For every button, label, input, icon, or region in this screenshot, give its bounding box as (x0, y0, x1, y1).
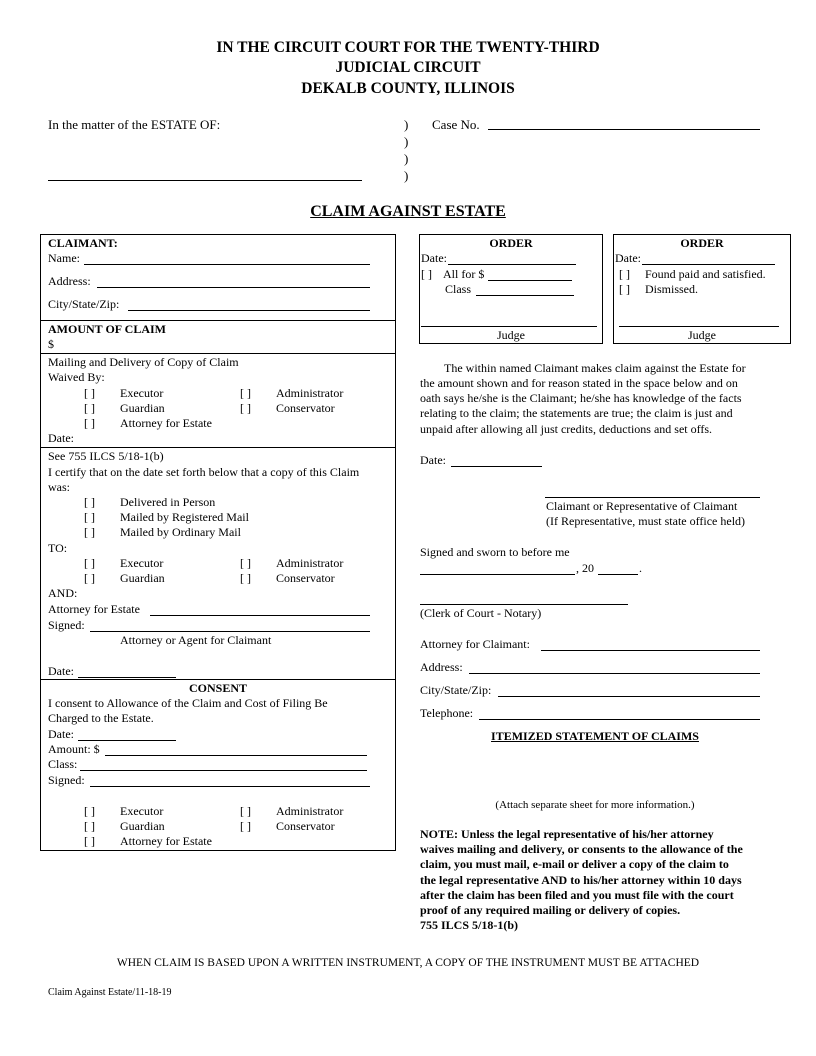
statement-text: the amount shown and for reason stated in the space below and on (420, 376, 738, 390)
checkbox-executor[interactable]: [ ] (84, 804, 95, 818)
claimant-address-field[interactable] (97, 287, 370, 288)
judge-label: Judge (688, 328, 716, 342)
consent-signed-label: Signed: (48, 773, 85, 787)
estate-of-label: In the matter of the ESTATE OF: (48, 117, 221, 132)
order-heading: ORDER (680, 236, 724, 250)
checkbox-ordinary[interactable]: [ ] (84, 525, 95, 539)
attorney-claimant-field[interactable] (541, 650, 760, 651)
attach-note: (Attach separate sheet for more information.) (495, 799, 695, 811)
order-date-label: Date: (615, 251, 641, 265)
form-title: CLAIM AGAINST ESTATE (310, 203, 506, 220)
amount-heading: AMOUNT OF CLAIM (48, 322, 166, 336)
executor-label: Executor (120, 386, 164, 400)
certify-date-label: Date: (48, 664, 74, 678)
claimant-name-field[interactable] (84, 264, 370, 265)
consent-date-field[interactable] (78, 740, 176, 741)
checkbox-attorney-estate[interactable]: [ ] (84, 834, 95, 848)
all-for-amount-field[interactable] (488, 280, 572, 281)
judge-label: Judge (497, 328, 525, 342)
judge-signature-field[interactable] (421, 326, 597, 327)
sworn-year-prefix: , 20 (576, 561, 594, 575)
order-class-label: Class (445, 282, 472, 296)
consent-amount-label: Amount: $ (48, 742, 100, 756)
clerk-signature-field[interactable] (420, 604, 628, 605)
checkbox-found-paid[interactable]: [ ] (619, 267, 630, 281)
claimant-city-field[interactable] (128, 310, 370, 311)
checkbox-guardian[interactable]: [ ] (84, 571, 95, 585)
court-name-line2: JUDICIAL CIRCUIT (335, 59, 481, 76)
attorney-city-field[interactable] (498, 696, 760, 697)
signed-label: Signed: (48, 618, 85, 632)
guardian-label: Guardian (120, 571, 165, 585)
consent-amount-field[interactable] (105, 755, 367, 756)
consent-date-label: Date: (48, 727, 74, 741)
conservator-label: Conservator (276, 819, 335, 833)
attorney-address-label: Address: (420, 660, 463, 674)
checkbox-guardian[interactable]: [ ] (84, 401, 95, 415)
note-text: waives mailing and delivery, or consents to the allowance of the (420, 842, 743, 856)
telephone-label: Telephone: (420, 706, 474, 720)
statement-text: relating to the claim; the statements are true; the claim is just and (420, 406, 733, 420)
mailing-date-label: Date: (48, 431, 74, 445)
conservator-label: Conservator (276, 401, 335, 415)
claimant-city-label: City/State/Zip: (48, 297, 120, 311)
waived-by-label: Waived By: (48, 370, 105, 384)
caption-paren: ) (404, 134, 409, 149)
order-date-field[interactable] (642, 264, 775, 265)
registered-label: Mailed by Registered Mail (120, 510, 249, 524)
found-paid-label: Found paid and satisfied. (645, 267, 766, 281)
executor-label: Executor (120, 804, 164, 818)
claimant-name-label: Name: (48, 251, 80, 265)
administrator-label: Administrator (276, 386, 344, 400)
consent-text-cont: Charged to the Estate. (48, 711, 154, 725)
consent-text: I consent to Allowance of the Claim and Cost of Filing Be (48, 696, 328, 710)
checkbox-delivered[interactable]: [ ] (84, 495, 95, 509)
certify-text: I certify that on the date set forth below that a copy of this Claim (48, 465, 360, 479)
certify-date-field[interactable] (78, 677, 176, 678)
clerk-caption: (Clerk of Court - Notary) (420, 606, 542, 620)
statement-text: The within named Claimant makes claim against the Estate for (444, 361, 746, 375)
judge-signature-field[interactable] (619, 326, 779, 327)
checkbox-attorney-estate[interactable]: [ ] (84, 416, 95, 430)
court-name-line1: IN THE CIRCUIT COURT FOR THE TWENTY-THIRD (216, 39, 600, 56)
note-statute: 755 ILCS 5/18-1(b) (420, 918, 519, 932)
case-no-label: Case No. (432, 117, 480, 132)
attorney-estate-label: Attorney for Estate (120, 416, 212, 430)
attorney-estate-label: Attorney for Estate (48, 602, 140, 616)
claimant-signature-caption: Claimant or Representative of Claimant (546, 499, 738, 513)
dismissed-label: Dismissed. (645, 282, 699, 296)
checkbox-administrator[interactable]: [ ] (240, 386, 251, 400)
statute-reference: See 755 ILCS 5/18-1(b) (48, 449, 164, 463)
sworn-date-field[interactable] (420, 574, 575, 575)
claimant-address-label: Address: (48, 274, 91, 288)
divider (40, 353, 396, 354)
representative-caption: (If Representative, must state office held) (546, 514, 746, 528)
note-text: proof of any required mailing or delivery of copies. (420, 903, 681, 917)
order-class-field[interactable] (476, 295, 574, 296)
form-id: Claim Against Estate/11-18-19 (48, 987, 172, 998)
estate-name-field[interactable] (48, 180, 362, 181)
attorney-estate-label: Attorney for Estate (120, 834, 212, 848)
conservator-label: Conservator (276, 571, 335, 585)
amount-currency: $ (48, 337, 54, 351)
checkbox-administrator[interactable]: [ ] (240, 804, 251, 818)
executor-label: Executor (120, 556, 164, 570)
checkbox-dismissed[interactable]: [ ] (619, 282, 630, 296)
delivered-label: Delivered in Person (120, 495, 216, 509)
telephone-field[interactable] (479, 719, 760, 720)
checkbox-conservator[interactable]: [ ] (240, 571, 251, 585)
divider (40, 447, 396, 448)
order-heading: ORDER (489, 236, 533, 250)
agent-caption: Attorney or Agent for Claimant (120, 633, 272, 647)
checkbox-executor[interactable]: [ ] (84, 556, 95, 570)
order-date-label: Date: (421, 251, 447, 265)
ordinary-label: Mailed by Ordinary Mail (120, 525, 241, 539)
attorney-city-label: City/State/Zip: (420, 683, 492, 697)
sworn-period: . (639, 561, 642, 575)
administrator-label: Administrator (276, 804, 344, 818)
court-county: DEKALB COUNTY, ILLINOIS (301, 80, 515, 97)
caption-paren: ) (404, 168, 409, 183)
order-date-field[interactable] (448, 264, 576, 265)
statement-text: unpaid after allowing all just credits, deductions and set offs. (420, 422, 713, 436)
statement-date-label: Date: (420, 453, 446, 467)
note-text: claim, you must mail, e-mail or deliver a copy of the claim to (420, 857, 729, 871)
mailing-heading: Mailing and Delivery of Copy of Claim (48, 355, 239, 369)
all-for-label: All for $ (443, 267, 485, 281)
note-text: NOTE: Unless the legal representative of his/her attorney (420, 827, 714, 841)
guardian-label: Guardian (120, 401, 165, 415)
claimant-signature-field[interactable] (545, 497, 760, 498)
guardian-label: Guardian (120, 819, 165, 833)
caption-paren: ) (404, 151, 409, 166)
consent-signed-field[interactable] (90, 786, 370, 787)
itemized-heading: ITEMIZED STATEMENT OF CLAIMS (491, 729, 699, 743)
case-no-field[interactable] (488, 129, 760, 130)
checkbox-all-for[interactable]: [ ] (421, 267, 432, 281)
instrument-notice: WHEN CLAIM IS BASED UPON A WRITTEN INSTRUMENT, A COPY OF THE INSTRUMENT MUST BE ATTACHED (116, 957, 700, 969)
checkbox-administrator[interactable]: [ ] (240, 556, 251, 570)
certify-text-cont: was: (48, 480, 70, 494)
to-label: TO: (48, 541, 68, 555)
and-label: AND: (48, 586, 78, 600)
checkbox-guardian[interactable]: [ ] (84, 819, 95, 833)
divider (40, 320, 396, 321)
sworn-year-field[interactable] (598, 574, 638, 575)
divider (40, 679, 396, 680)
attorney-claimant-label: Attorney for Claimant: (420, 637, 530, 651)
attorney-estate-field[interactable] (150, 615, 370, 616)
statement-date-field[interactable] (451, 466, 542, 467)
signed-field[interactable] (90, 631, 370, 632)
consent-class-field[interactable] (80, 770, 367, 771)
claimant-heading: CLAIMANT: (48, 236, 118, 250)
note-text: after the claim has been filed and you must file with the court (420, 888, 734, 902)
consent-class-label: Class: (48, 757, 78, 771)
checkbox-conservator[interactable]: [ ] (240, 819, 251, 833)
attorney-address-field[interactable] (469, 673, 760, 674)
checkbox-conservator[interactable]: [ ] (240, 401, 251, 415)
note-text: the legal representative AND to his/her attorney within 10 days (420, 873, 742, 887)
consent-heading: CONSENT (188, 681, 247, 695)
sworn-label: Signed and sworn to before me (420, 545, 570, 559)
checkbox-registered[interactable]: [ ] (84, 510, 95, 524)
statement-text: oath says he/she is the Claimant; he/she has knowledge of the facts (420, 391, 742, 405)
administrator-label: Administrator (276, 556, 344, 570)
caption-paren: ) (404, 117, 409, 132)
checkbox-executor[interactable]: [ ] (84, 386, 95, 400)
